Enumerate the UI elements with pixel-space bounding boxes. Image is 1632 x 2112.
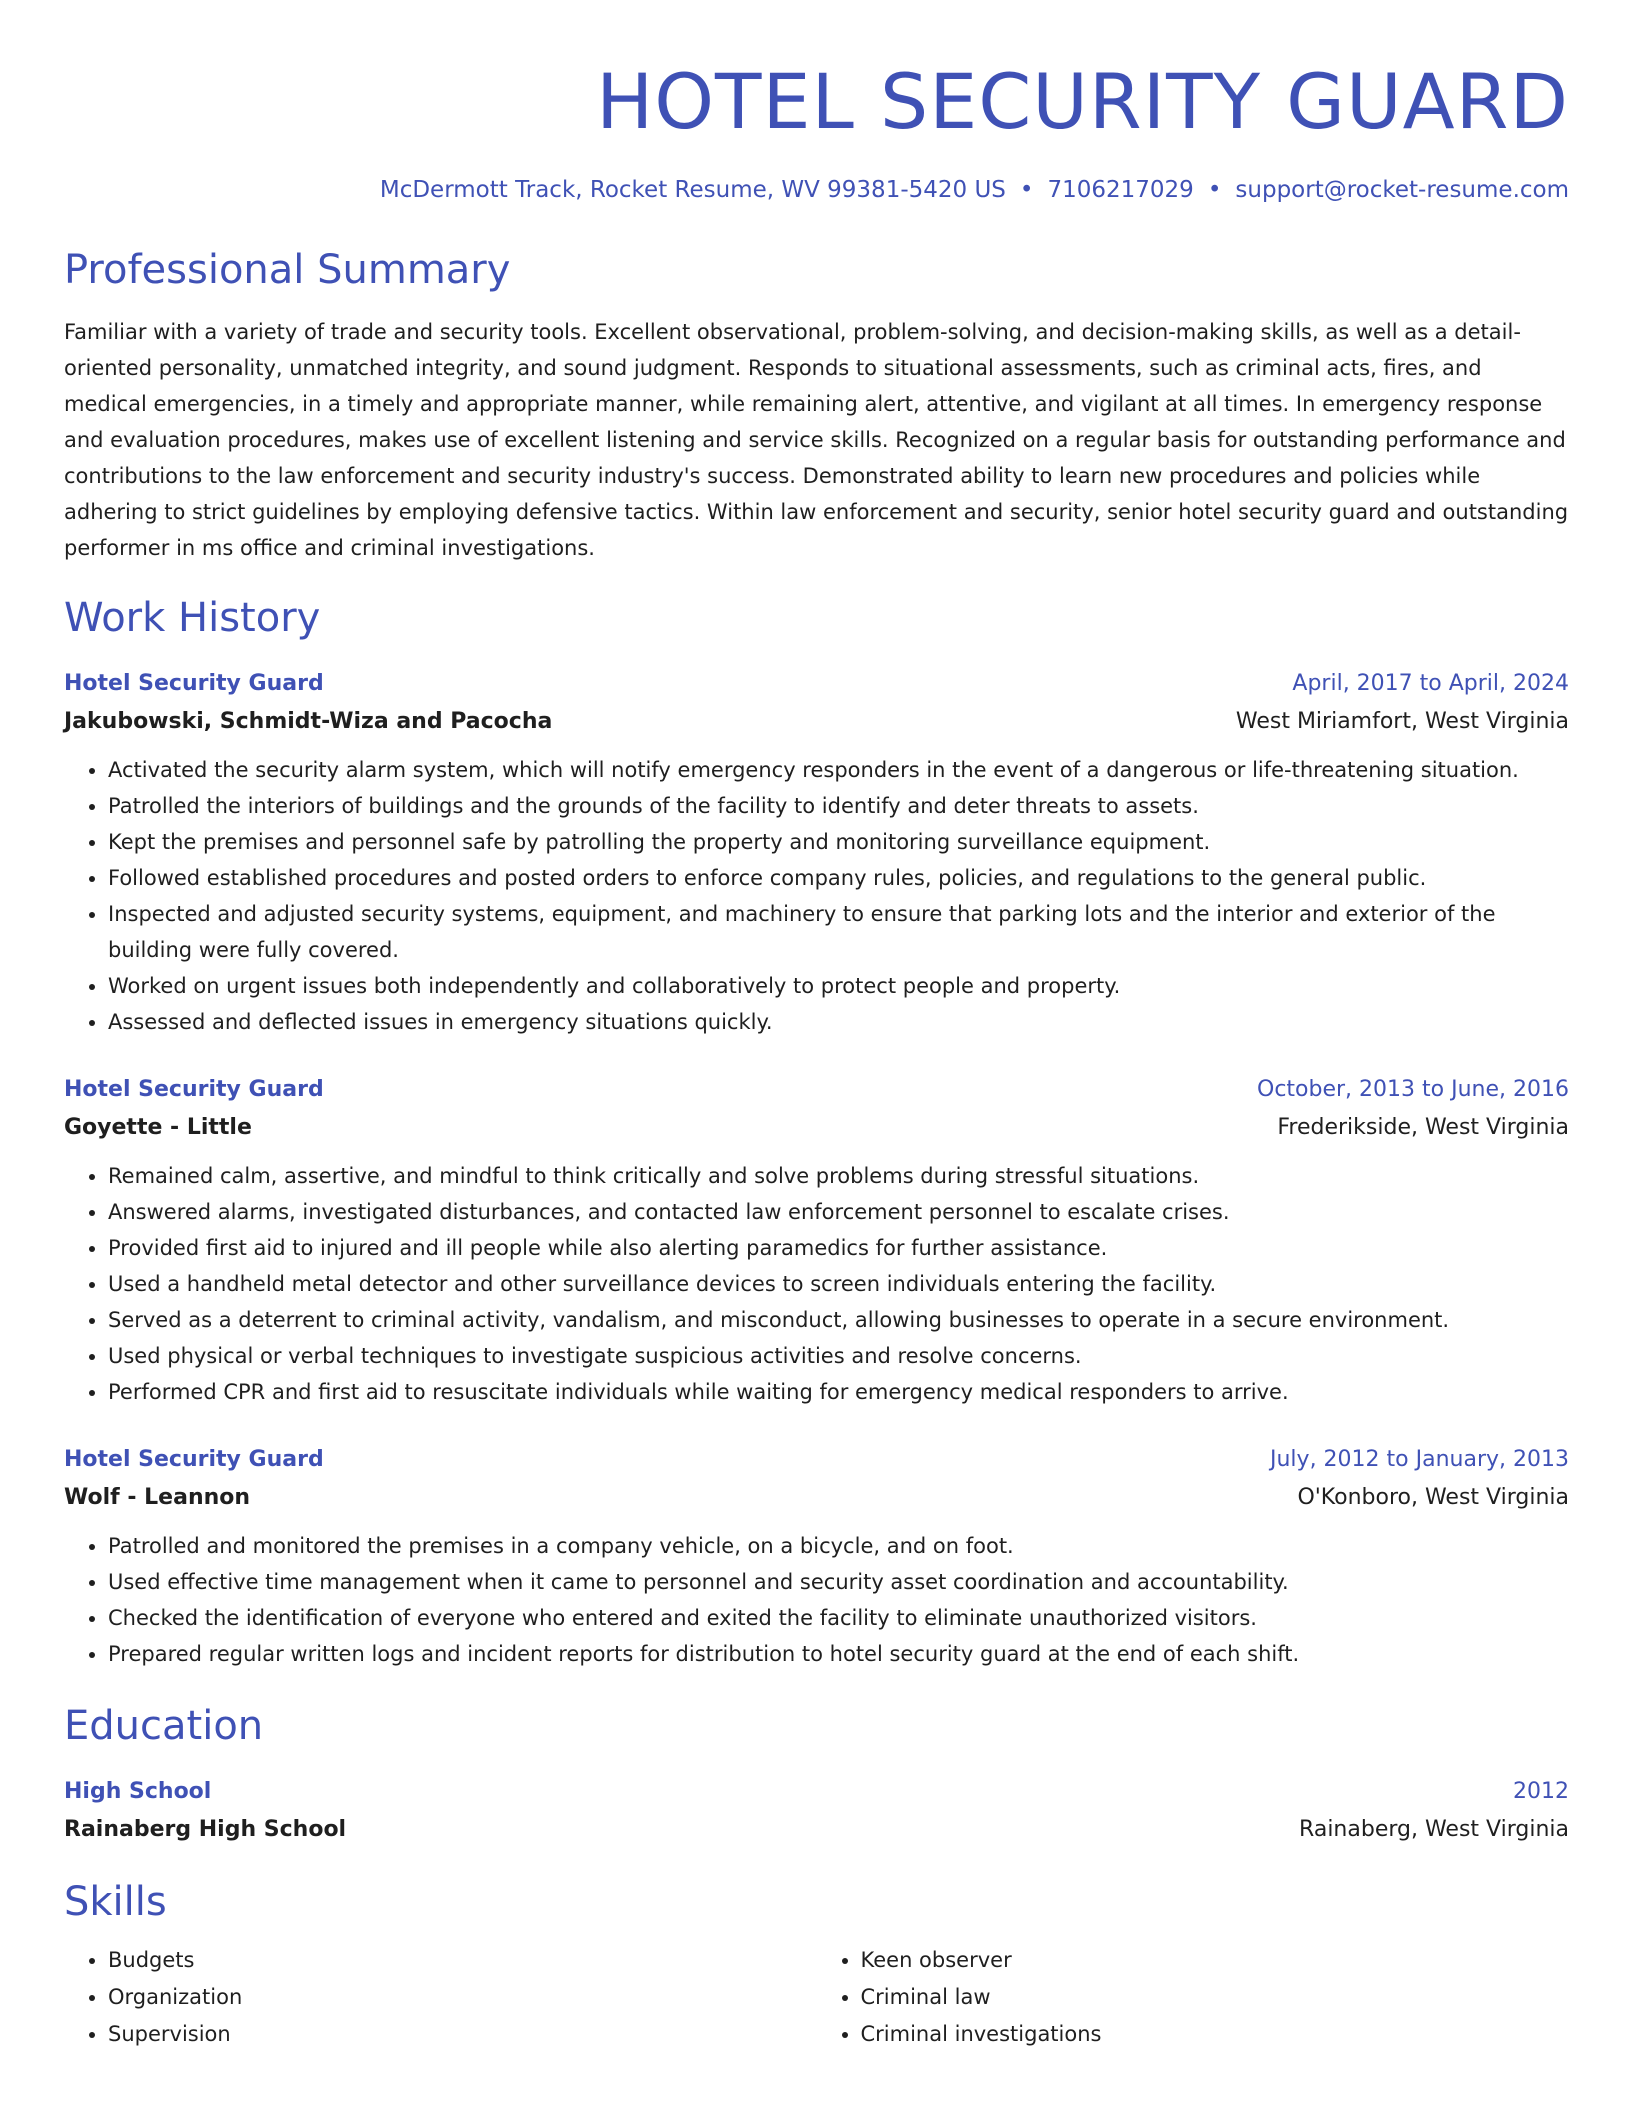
job-header-row	[64, 1442, 1569, 1478]
job-duty: • Inspected and adjusted security systems, equipment, and machinery to ensure that parking lots and the interior and exterior of the building were fully covered.	[108, 896, 1569, 968]
summary-heading: Professional Summary	[64, 247, 511, 293]
skill-item: • Budgets	[108, 1942, 817, 1979]
job-company: Jakubowski, Schmidt-Wiza and Pacocha	[64, 709, 553, 734]
contact-phone[interactable]: 7106217029	[1047, 177, 1194, 203]
job-dates: July, 2012 to January, 2013	[1270, 1447, 1569, 1472]
skill-item: • Keen observer	[861, 1942, 1570, 1979]
contact-address: McDermott Track, Rocket Resume, WV 99381-5420 US	[379, 177, 1006, 203]
job-duty: • Served as a deterrent to criminal activity, vandalism, and misconduct, allowing businesses to operate in a secure environment.	[108, 1302, 1569, 1338]
job-dates: April, 2017 to April, 2024	[1292, 671, 1569, 696]
job-location: Frederikside, West Virginia	[1277, 1115, 1569, 1140]
job-duty: • Used effective time management when it came to personnel and security asset coordination and accountability.	[108, 1564, 1569, 1600]
contact-line	[64, 174, 1569, 206]
job-company: Wolf - Leannon	[64, 1485, 251, 1510]
job-entry	[64, 1442, 1569, 1672]
skills-list-left	[64, 1942, 817, 2053]
job-location: O'Konboro, West Virginia	[1297, 1485, 1569, 1510]
job-title: Hotel Security Guard	[64, 1447, 324, 1472]
skill-item: • Criminal law	[861, 1979, 1570, 2016]
skill-item: • Criminal investigations	[861, 2016, 1570, 2053]
job-duty: • Followed established procedures and posted orders to enforce company rules, policies, and regulations to the general public.	[108, 860, 1569, 896]
skills-grid	[64, 1942, 1569, 2053]
job-duty: • Assessed and deflected issues in emergency situations quickly.	[108, 1004, 1569, 1040]
job-duty: • Prepared regular written logs and incident reports for distribution to hotel security guard at the end of each shift.	[108, 1636, 1569, 1672]
candidate-title: HOTEL SECURITY GUARD	[596, 57, 1569, 146]
job-entry	[64, 666, 1569, 1040]
contact-email[interactable]: support@rocket-resume.com	[1235, 177, 1569, 203]
education-header-row	[64, 1774, 1569, 1810]
resume-header	[64, 52, 1569, 206]
contact-separator: •	[1019, 177, 1034, 203]
job-duty: • Provided first aid to injured and ill people while also alerting paramedics for further assistance.	[108, 1230, 1569, 1266]
education-location: Rainaberg, West Virginia	[1299, 1817, 1569, 1842]
job-header-row	[64, 666, 1569, 702]
job-title: Hotel Security Guard	[64, 671, 324, 696]
job-duty: • Checked the identification of everyone who entered and exited the facility to eliminate unauthorized visitors.	[108, 1600, 1569, 1636]
job-duty: • Patrolled and monitored the premises in a company vehicle, on a bicycle, and on foot.	[108, 1528, 1569, 1564]
job-employer-row	[64, 702, 1569, 742]
education-heading: Education	[64, 1703, 264, 1749]
job-duty: • Performed CPR and first aid to resuscitate individuals while waiting for emergency medical responders to arrive.	[108, 1374, 1569, 1410]
skills-list-right	[817, 1942, 1570, 2053]
job-duty: • Patrolled the interiors of buildings and the grounds of the facility to identify and deter threats to assets.	[108, 788, 1569, 824]
job-duties-list	[64, 1158, 1569, 1410]
work-history-heading: Work History	[64, 595, 321, 641]
job-duties-list	[64, 1528, 1569, 1672]
education-school-row	[64, 1810, 1569, 1850]
job-duty: • Used a handheld metal detector and other surveillance devices to screen individuals entering the facility.	[108, 1266, 1569, 1302]
job-entry	[64, 1072, 1569, 1410]
education-school: Rainaberg High School	[64, 1817, 347, 1842]
contact-separator: •	[1207, 177, 1222, 203]
job-duty: • Used physical or verbal techniques to investigate suspicious activities and resolve concerns.	[108, 1338, 1569, 1374]
job-employer-row	[64, 1478, 1569, 1518]
summary-text: Familiar with a variety of trade and security tools. Excellent observational, problem-solving, and decision-making skills, as well as a detail-oriented personality, unmatched integrity, and sound judgment. Responds to situational assessments, such as criminal acts, fires, and medical emergencies, in a timely and appropriate manner, while remaining alert, attentive, and vigilant at all times. In emergency response and evaluation procedures, makes use of excellent listening and service skills. Recognized on a regular basis for outstanding performance and contributions to the law enforcement and security industry's success. Demonstrated ability to learn new procedures and policies while adhering to strict guidelines by employing defensive tactics. Within law enforcement and security, senior hotel security guard and outstanding performer in ms office and criminal investigations.	[64, 320, 1569, 560]
job-duty: • Worked on urgent issues both independently and collaboratively to protect people and property.	[108, 968, 1569, 1004]
job-company: Goyette - Little	[64, 1115, 252, 1140]
education-degree: High School	[64, 1779, 212, 1804]
job-duty: • Activated the security alarm system, which will notify emergency responders in the event of a dangerous or life-threatening situation.	[108, 752, 1569, 788]
job-header-row	[64, 1072, 1569, 1108]
job-title: Hotel Security Guard	[64, 1077, 324, 1102]
job-duty: • Answered alarms, investigated disturbances, and contacted law enforcement personnel to escalate crises.	[108, 1194, 1569, 1230]
education-year: 2012	[1513, 1779, 1569, 1804]
job-duty: • Kept the premises and personnel safe by patrolling the property and monitoring surveillance equipment.	[108, 824, 1569, 860]
skill-item: • Organization	[108, 1979, 817, 2016]
job-employer-row	[64, 1108, 1569, 1148]
job-duties-list	[64, 752, 1569, 1040]
job-duty: • Remained calm, assertive, and mindful to think critically and solve problems during stressful situations.	[108, 1158, 1569, 1194]
job-dates: October, 2013 to June, 2016	[1257, 1077, 1569, 1102]
job-location: West Miriamfort, West Virginia	[1235, 709, 1569, 734]
skills-heading: Skills	[64, 1879, 167, 1925]
skill-item: • Supervision	[108, 2016, 817, 2053]
education-entry	[64, 1774, 1569, 1850]
